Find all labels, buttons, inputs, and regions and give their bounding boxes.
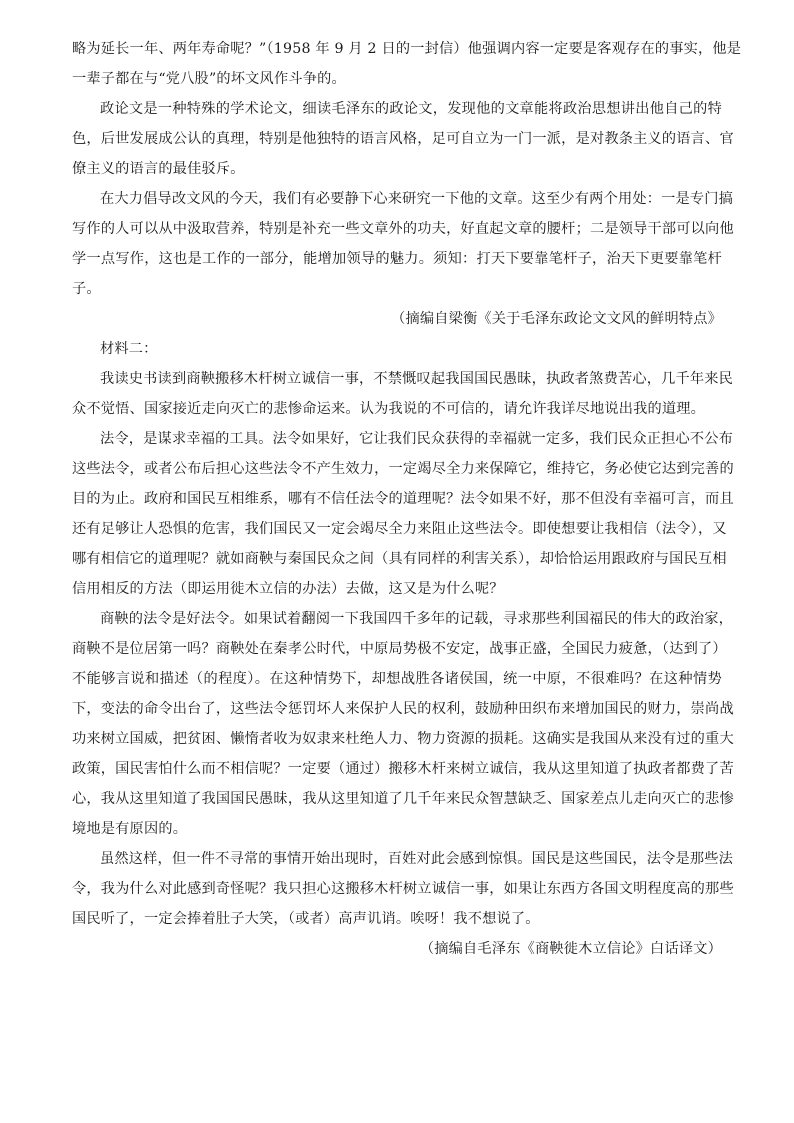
paragraph-start-line: 我读史书读到商鞅搬移木杆树立诚信一事，不禁慨叹起我国国民愚昧，执政者煞费苦心，几千年来民	[100, 371, 734, 387]
source-citation: （摘编自毛泽东《商鞅徙木立信论》白话译文）	[419, 941, 722, 957]
paragraph-start-line: 在大力倡导改文风的今天，我们有必要静下心来研究一下他的文章。这至少有两个用处：一是专门搞	[100, 191, 734, 207]
text-line: 一辈子都在与“党八股”的坏文风作斗争的。	[72, 71, 346, 87]
text-line: 令，我为什么对此感到奇怪呢？我只担心这搬移木杆树立诚信一事，如果让东西方各国文明程度高的那些	[72, 881, 734, 897]
paragraph-start-line: 法令，是谋求幸福的工具。法令如果好，它让我们民众获得的幸福就一定多，我们民众正担心不公布	[100, 431, 734, 447]
paragraph-start-line: 虽然这样，但一件不寻常的事情开始出现时，百姓对此会感到惊惧。国民是这些国民，法令是那些法	[100, 851, 734, 867]
text-line: 心，我从这里知道了我国国民愚昧，我从这里知道了几千年来民众智慧缺乏、国家差点儿走向灭亡的悲惨	[72, 791, 734, 807]
text-line: 略为延长一年、两年寿命呢？”（1958 年 9 月 2 日的一封信）他强调内容一定要是客观存在的事实，他是	[72, 41, 742, 57]
text-line: 境地是有原因的。	[72, 821, 188, 837]
source-citation: （摘编自梁衡《关于毛泽东政论文文风的鲜明特点》	[391, 311, 722, 327]
text-line: 这些法令，或者公布后担心这些法令不产生效力，一定竭尽全力来保障它，维持它，务必使它达到完善的	[72, 461, 734, 477]
text-line: 目的为止。政府和国民互相维系，哪有不信任法令的道理呢？法令如果不好，那不但没有幸福可言，而且	[72, 491, 734, 507]
text-line: 众不觉悟、国家接近走向灭亡的悲惨命运来。认为我说的不可信的，请允许我详尽地说出我的道理。	[72, 401, 706, 417]
text-line: 下，变法的命令出台了，这些法令惩罚坏人来保护人民的权利，鼓励种田织布来增加国民的财力，崇尚战	[72, 701, 734, 717]
text-line: 色，后世发展成公认的真理，特别是他独特的语言风格，足可自立为一门一派，是对教条主义的语言、官	[72, 131, 734, 147]
section-heading: 材料二：	[100, 341, 158, 357]
paragraph-start-line: 政论文是一种特殊的学术论文，细读毛泽东的政论文，发现他的文章能将政治思想讲出他自己的特	[100, 101, 722, 117]
text-line: 信用相反的方法（即运用徙木立信的办法）去做，这又是为什么呢？	[72, 581, 504, 597]
paragraph-start-line: 商鞅的法令是好法令。如果试着翻阅一下我国四千多年的记载，寻求那些利国福民的伟大的政治家，	[100, 611, 734, 627]
text-line: 功来树立国威，把贫困、懒惰者收为奴隶来杜绝人力、物力资源的损耗。这确实是我国从来没有过的重大	[72, 731, 734, 747]
text-line: 商鞅不是位居第一吗？商鞅处在秦孝公时代，中原局势极不安定，战事正盛，全国民力疲惫，（达到了）	[72, 641, 727, 657]
text-line: 学一点写作，这也是工作的一部分，能增加领导的魅力。须知：打天下要靠笔杆子，治天下更要靠笔杆	[72, 251, 722, 267]
text-line: 子。	[72, 281, 101, 297]
text-line: 还有足够让人恐惧的危害，我们国民又一定会竭尽全力来阻止这些法令。即使想要让我相信（法令），又	[72, 521, 727, 537]
text-line: 哪有相信它的道理呢？就如商鞅与秦国民众之间（具有同样的利害关系），却恰恰运用跟政府与国民互相	[72, 551, 727, 567]
text-line: 政策，国民害怕什么而不相信呢？一定要（通过）搬移木杆来树立诚信，我从这里知道了执政者都费了苦	[72, 761, 734, 777]
text-line: 僚主义的语言的最佳驳斥。	[72, 161, 245, 177]
text-line: 不能够言说和描述（的程度）。在这种情势下，却想战胜各诸侯国，统一中原，不很难吗？在这种情势	[72, 671, 722, 687]
text-line: 写作的人可以从中汲取营养，特别是补充一些文章外的功夫，好直起文章的腰杆；二是领导干部可以向他	[72, 221, 734, 237]
document-page	[72, 36, 742, 966]
text-line: 国民听了，一定会捧着肚子大笑，（或者）高声讥诮。唉呀！我不想说了。	[72, 911, 540, 927]
